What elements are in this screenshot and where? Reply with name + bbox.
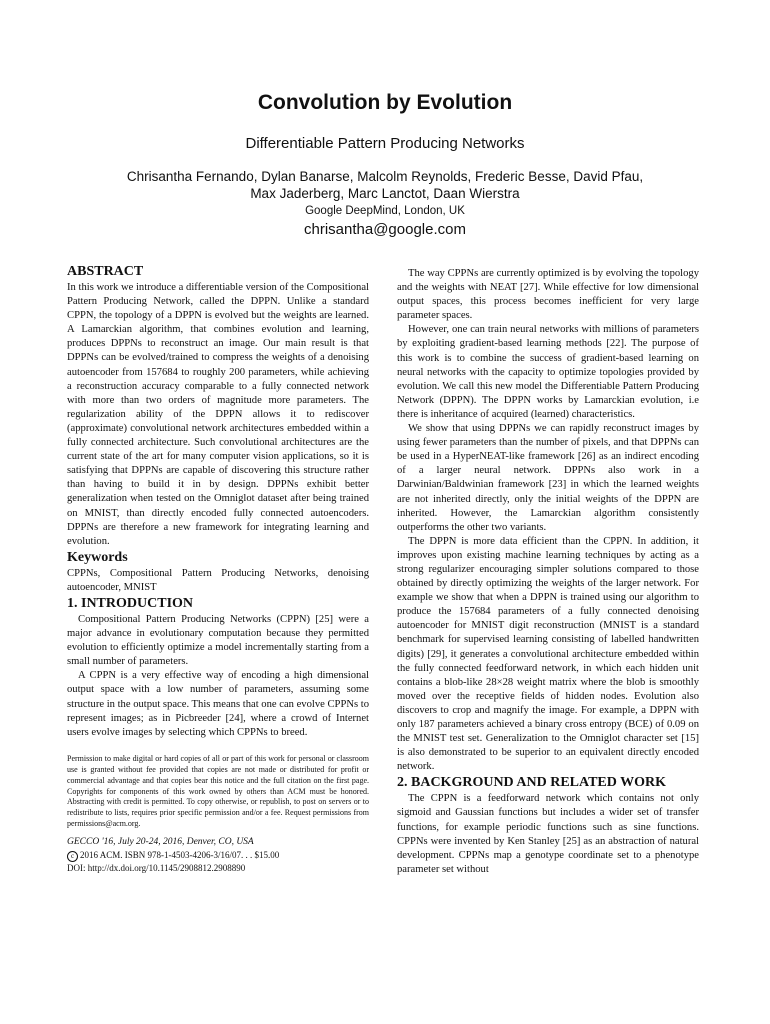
copyright-icon: c — [67, 851, 78, 862]
affiliation: Google DeepMind, London, UK — [305, 205, 465, 217]
right-paragraph-4: The DPPN is more data efficient than the CPPN. In addition, it improves upon existing machine learning techniques by acting as a strong regularizer encouraging simpler solutions compared to those obtained by directly optimizing the weights of the larger network. For example we show that when a DPPN is trained using our algorithm to produce the 157684 parameters of a fully connected denoising autoencoder for MNIST digit reconstruction (MNIST is a standard benchmark for supervised learning consisting of labelled handwritten digits) [29], it generates a convolutional architecture embedded within the fully connected feedforward network, in which each hidden unit contains a blob-like 28×28 weight matrix where the blob is smoothly moved over the receptive fields of hidden nodes. Evolution also discovers to crop and magnify the image. For example, a DPPN with only 187 parameters achieved a binary cross entropy (BCE) of 0.09 on the MNIST test set. Generalization to the Omniglot character set [15] is also demonstrated to be superior to an equivalent directly encoded network. — [397, 535, 699, 773]
right-paragraph-1: The way CPPNs are currently optimized is by evolving the topology and the weights with NEAT [27]. While effective for low dimensional output spaces, this process becomes inefficient for very large parameter spaces. — [397, 268, 699, 322]
paper-subtitle: Differentiable Pattern Producing Networks — [245, 135, 525, 152]
keywords-heading: Keywords — [67, 549, 128, 565]
keywords-text: CPPNs, Compositional Pattern Producing Networks, denoising autoencoder, MNIST — [67, 567, 369, 593]
paper-title: Convolution by Evolution — [257, 91, 513, 114]
right-paragraph-2: However, one can train neural networks with millions of parameters by exploiting gradient-based learning methods [22]. The purpose of this work is to combine the success of gradient-based learning on neural networks with the capacity to optimize topologies provided by evolution. We call this new model the Differentiable Pattern Producing Network (DPPN). The DPPN works by Lamarckian evolution, i.e there is inheritance of acquired (learned) characteristics. — [397, 324, 699, 420]
right-paragraph-3: We show that using DPPNs we can rapidly reconstruct images by using fewer parameters than the number of pixels, and that DPPNs can be used in a HyperNEAT-like framework [26] as an indirect encoding of a larger neural network. DPPNs also work in a Darwinian/Baldwinian framework [23] in which the learned weights are not inherited directly, only the initial weights of the DPPN are inherited. However, the Lamarckian algorithm consistently outperforms the other two variants. — [397, 423, 699, 533]
background-heading: 2. BACKGROUND AND RELATED WORK — [397, 775, 667, 791]
background-paragraph-1: The CPPN is a feedforward network which contains not only sigmoid and Gaussian functions but includes a wider set of transfer functions, for example periodic functions such as sine functions. CPPNs were invented by Ken Stanley [25] as an abstraction of natural development. CPPNs map a genotype coordinate set to a phenotype parameter set without — [397, 793, 699, 875]
abstract-heading: ABSTRACT — [67, 264, 144, 279]
intro-paragraph-1: Compositional Pattern Producing Networks (CPPN) [25] were a major advance in evolutionary computation because they permitted evolution to efficiently optimize a model incrementally starting from a small number of parameters. — [67, 613, 369, 668]
abstract-text: In this work we introduce a differentiable version of the Compositional Pattern Producing Network, called the DPPN. Unlike a standard CPPN, the topology of a DPPN is evolved but the weights are learned. A Lamarckian algorithm, that combines evolution and learning, produces DPPNs to reconstruct an image. Our main result is that DPPNs can be evolved/trained to compress the weights of a denoising autoencoder from 157684 to roughly 200 parameters, while achieving a reconstruction accuracy comparable to a fully connected network with more than two orders of magnitude more parameters. The regularization ability of the DPPN allows it to rediscover (approximate) convolutional network architectures embedded within a fully connected architecture. Such convolutional architectures are the current state of the art for many computer vision applications, so it is satisfying that DPPNs are capable of discovering this structure rather than having to build it in by design. DPPNs exhibit better generalization when tested on the Omniglot dataset after being trained on MNIST, than directly encoded fully connected autoencoders. DPPNs are therefore a new framework for integrating learning and evolution. — [67, 282, 369, 547]
permission-notice: Permission to make digital or hard copies of all or part of this work for personal or classroom use is granted without fee provided that copies are not made or distributed for profit or commercial advantage and that copies bear this notice and the full citation on the first page. Copyrights for components of this work owned by others than ACM must be honored. Abstracting with credit is permitted. To copy otherwise, or republish, to post on servers or to redistribute to lists, requires prior specific permission and/or a fee. Request permissions from permissions@acm.org. — [67, 753, 369, 829]
title-block — [40, 88, 730, 239]
doi-link[interactable]: DOI: http://dx.doi.org/10.1145/2908812.2908890 — [67, 863, 246, 874]
authors-line-2: Max Jaderberg, Marc Lanctot, Daan Wierstra — [250, 186, 520, 201]
author-list — [40, 168, 730, 202]
copyright-line — [67, 849, 369, 862]
authors-line-1: Chrisantha Fernando, Dylan Banarse, Malcolm Reynolds, Frederic Besse, David Pfau, — [126, 169, 644, 184]
right-column — [397, 267, 699, 877]
introduction-heading: 1. INTRODUCTION — [67, 595, 194, 611]
author-email: chrisantha@google.com — [304, 221, 466, 238]
conference-venue: GECCO '16, July 20-24, 2016, Denver, CO, USA — [67, 837, 254, 848]
left-column — [67, 263, 369, 875]
copyright-text: 2016 ACM. ISBN 978-1-4503-4206-3/16/07. . . $15.00 — [80, 850, 280, 861]
intro-paragraph-2: A CPPN is a very effective way of encoding a high dimensional output space with a low number of parameters, assuming some structure in the output space. This means that one can evolve CPPNs to represent images; as in Picbreeder [24], where a crowd of Internet users evolve images by selecting which CPPNs to breed. — [67, 670, 369, 738]
